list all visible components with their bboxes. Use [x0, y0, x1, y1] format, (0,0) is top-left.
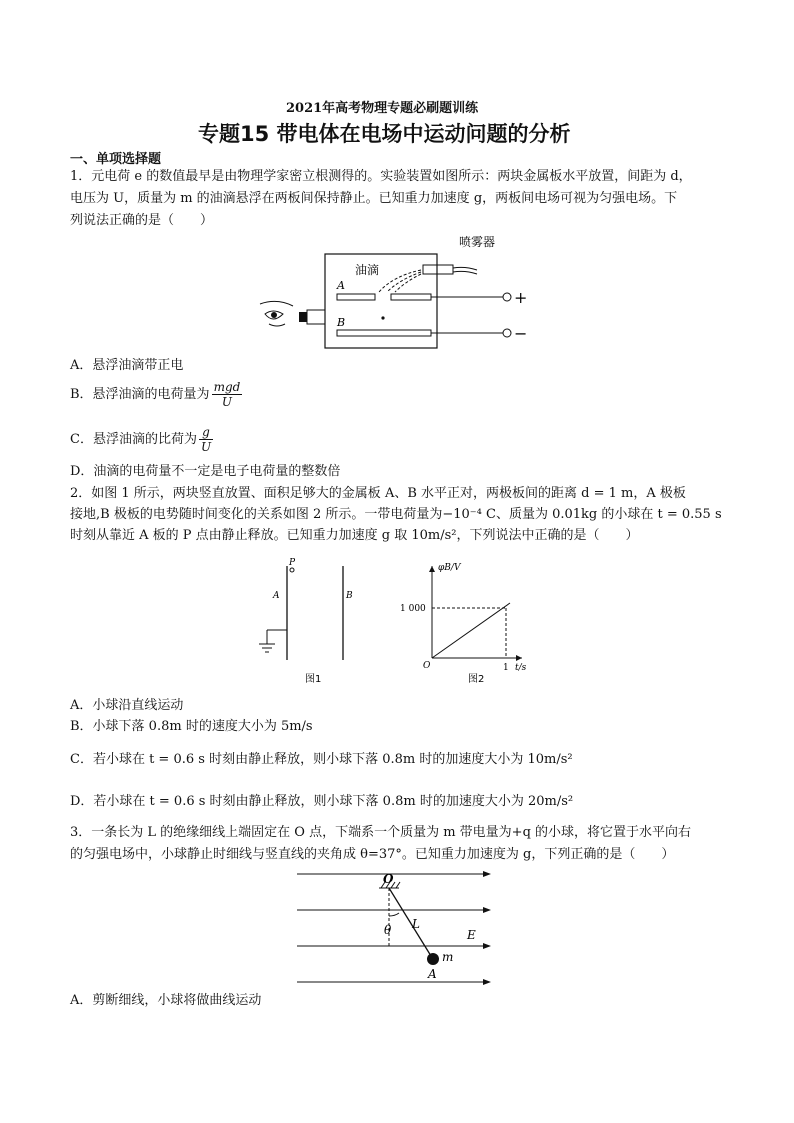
q1-line1: 1．元电荷 e 的数值最早是由物理学家密立根测得的。实验装置如图所示：两块金属板水平放置，间距为 d， [70, 169, 692, 184]
length-l-label: L [412, 917, 420, 931]
mass-m-label: m [442, 950, 454, 964]
millikan-apparatus-figure [255, 232, 555, 352]
plate-b-label: B [337, 316, 346, 329]
section-heading: 一、单项选择题 [70, 152, 162, 167]
theta-label: θ [384, 923, 392, 937]
q1-line3: 列说法正确的是（ ） [70, 213, 214, 228]
figure-2-caption: 图2 [468, 674, 485, 685]
plus-terminal-label: + [514, 288, 528, 307]
q2-option-d: D．若小球在 t = 0.6 s 时刻由静止释放，则小球下落 0.8m 时的加速度大小为 20m/s² [70, 794, 574, 809]
pendulum-field-figure [295, 866, 495, 988]
point-o-label: O [383, 872, 394, 886]
q2-line3: 时刻从靠近 A 板的 P 点由静止释放。已知重力加速度 g 取 10m/s²，下列说法中正确的是（ ） [70, 528, 639, 543]
q2-option-a: A．小球沿直线运动 [70, 698, 184, 713]
point-a-label: A [428, 967, 437, 981]
figure-2-potential-graph [390, 558, 530, 688]
x-tick-label: 1 [503, 663, 509, 673]
q2-line2: 接地,B 极板的电势随时间变化的关系如图 2 所示。一带电荷量为−10⁻⁴ C、质量为 0.01kg 的小球在 t = 0.55 s [70, 507, 722, 522]
y-tick-label: 1 000 [400, 604, 426, 614]
figure-1-caption: 图1 [305, 674, 322, 685]
q1-option-b: B．悬浮油滴的电荷量为 $\frac{\text{mgd}}{U}$ [70, 380, 241, 409]
q1-option-a: A．悬浮油滴带正电 [70, 358, 184, 373]
q1-option-c: C．悬浮油滴的比荷为 $\frac{g}{U}$ [70, 425, 212, 454]
page-title: 专题15 带电体在电场中运动问题的分析 [198, 122, 571, 146]
origin-label: O [423, 661, 431, 671]
sprayer-label: 喷雾器 [459, 235, 496, 249]
x-axis-label: t/s [515, 663, 527, 673]
oil-label: 油滴 [355, 263, 380, 277]
subtitle: 2021年高考物理专题必刷题训练 [286, 101, 479, 116]
plate-a-label: A [337, 279, 345, 292]
minus-terminal-label: − [514, 324, 528, 343]
q2-line1: 2．如图 1 所示，两块竖直放置、面积足够大的金属板 A、B 水平正对，两极板间的距离 d = 1 m，A 极板 [70, 486, 686, 501]
q3-option-a: A．剪断细线，小球将做曲线运动 [70, 993, 262, 1008]
q2-option-c: C．若小球在 t = 0.6 s 时刻由静止释放，则小球下落 0.8m 时的加速度大小为 10m/s² [70, 752, 573, 767]
q1-line2: 电压为 U，质量为 m 的油滴悬浮在两板间保持静止。已知重力加速度 g，两板间电场可视为匀强电场。下 [70, 191, 678, 206]
q2-option-b: B．小球下落 0.8m 时的速度大小为 5m/s [70, 719, 313, 734]
figure-1-plates [255, 558, 365, 688]
point-p-label: P [289, 558, 296, 568]
plate-b-label: B [346, 591, 353, 601]
field-e-label: E [467, 928, 476, 942]
q1-option-d: D．油滴的电荷量不一定是电子电荷量的整数倍 [70, 464, 341, 479]
y-axis-label: φB/V [438, 563, 461, 573]
q3-line2: 的匀强电场中，小球静止时细线与竖直线的夹角成 θ=37°。已知重力加速度为 g，下列正确的是（ ） [70, 847, 675, 862]
q3-line1: 3．一条长为 L 的绝缘细线上端固定在 O 点，下端系一个质量为 m 带电量为+q 的小球，将它置于水平向右 [70, 825, 692, 840]
plate-a-label: A [273, 591, 280, 601]
